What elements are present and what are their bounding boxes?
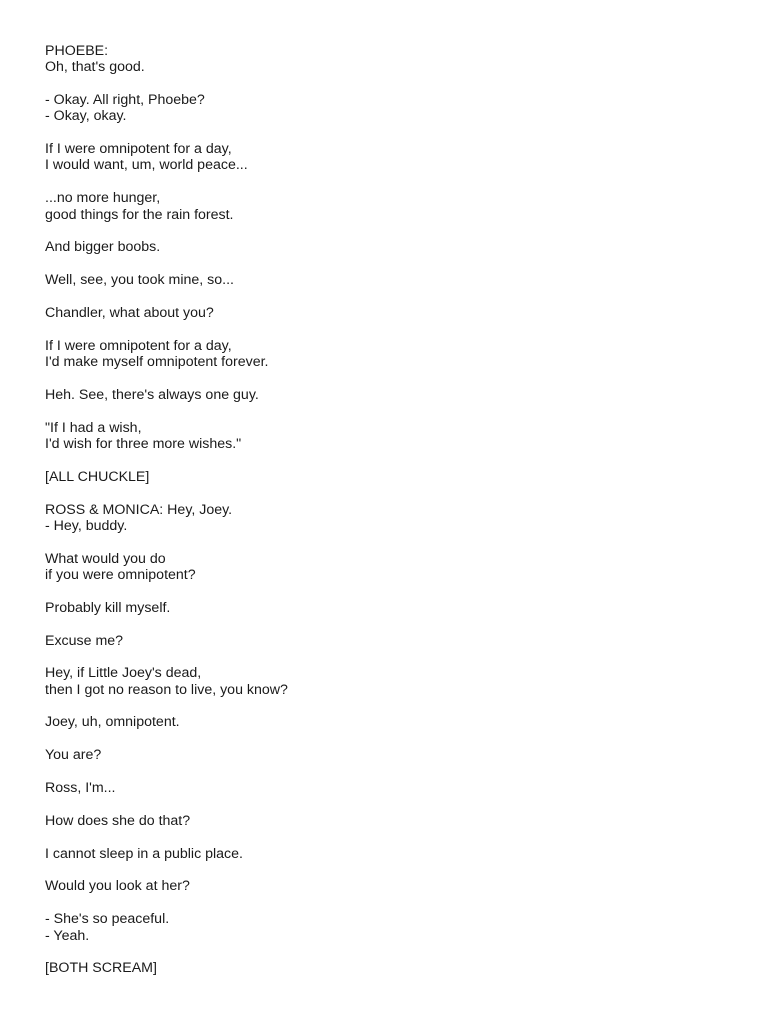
dialogue-line: And bigger boobs. xyxy=(45,239,161,256)
dialogue-line: - Okay, okay. xyxy=(45,108,127,125)
stage-direction-block xyxy=(45,469,725,485)
dialogue-block xyxy=(45,272,725,288)
dialogue-line: PHOEBE: xyxy=(45,43,109,59)
stage-direction: [BOTH SCREAM] xyxy=(45,960,157,977)
dialogue-line: Ross, I'm... xyxy=(45,780,116,797)
dialogue-block xyxy=(45,92,725,125)
dialogue-line: "If I had a wish, xyxy=(45,419,142,436)
dialogue-line: - Yeah. xyxy=(45,927,90,944)
dialogue-block xyxy=(45,633,725,649)
dialogue-block xyxy=(45,878,725,894)
dialogue-line: Heh. See, there's always one guy. xyxy=(45,386,259,403)
dialogue-line: Oh, that's good. xyxy=(45,59,145,76)
dialogue-block xyxy=(45,387,725,403)
dialogue-line: Chandler, what about you? xyxy=(45,304,214,321)
dialogue-line: What would you do xyxy=(45,550,166,567)
dialogue-block xyxy=(45,420,725,453)
dialogue-line: How does she do that? xyxy=(45,812,191,829)
dialogue-line: Joey, uh, omnipotent. xyxy=(45,714,180,731)
dialogue-line: Well, see, you took mine, so... xyxy=(45,272,234,289)
dialogue-line: You are? xyxy=(45,747,102,764)
dialogue-line: - She's so peaceful. xyxy=(45,911,170,928)
dialogue-block xyxy=(45,600,725,616)
dialogue-line: I'd wish for three more wishes." xyxy=(45,435,242,452)
dialogue-line: Probably kill myself. xyxy=(45,599,171,616)
transcript-page xyxy=(45,43,725,993)
dialogue-line: If I were omnipotent for a day, xyxy=(45,141,232,158)
dialogue-block xyxy=(45,551,725,584)
dialogue-line: ROSS & MONICA: Hey, Joey. xyxy=(45,501,233,518)
dialogue-block xyxy=(45,239,725,255)
dialogue-line: then I got no reason to live, you know? xyxy=(45,681,288,698)
dialogue-block xyxy=(45,813,725,829)
dialogue-line: I would want, um, world peace... xyxy=(45,157,248,174)
dialogue-block xyxy=(45,338,725,371)
dialogue-line: If I were omnipotent for a day, xyxy=(45,337,232,354)
stage-direction: [ALL CHUCKLE] xyxy=(45,468,150,485)
dialogue-block xyxy=(45,502,725,535)
dialogue-block xyxy=(45,305,725,321)
dialogue-block xyxy=(45,43,725,76)
dialogue-block xyxy=(45,141,725,174)
dialogue-block xyxy=(45,190,725,223)
dialogue-line: Excuse me? xyxy=(45,632,124,649)
dialogue-line: Would you look at her? xyxy=(45,878,190,895)
dialogue-line: I cannot sleep in a public place. xyxy=(45,845,243,862)
dialogue-line: if you were omnipotent? xyxy=(45,566,196,583)
dialogue-block xyxy=(45,846,725,862)
dialogue-block xyxy=(45,747,725,763)
dialogue-line: I'd make myself omnipotent forever. xyxy=(45,354,269,371)
dialogue-line: Hey, if Little Joey's dead, xyxy=(45,665,202,682)
dialogue-line: - Hey, buddy. xyxy=(45,517,128,534)
stage-direction-block xyxy=(45,960,725,976)
dialogue-line: good things for the rain forest. xyxy=(45,206,234,223)
dialogue-line: ...no more hunger, xyxy=(45,190,161,207)
dialogue-block xyxy=(45,665,725,698)
dialogue-line: - Okay. All right, Phoebe? xyxy=(45,92,205,109)
dialogue-block xyxy=(45,714,725,730)
dialogue-block xyxy=(45,780,725,796)
dialogue-block xyxy=(45,911,725,944)
